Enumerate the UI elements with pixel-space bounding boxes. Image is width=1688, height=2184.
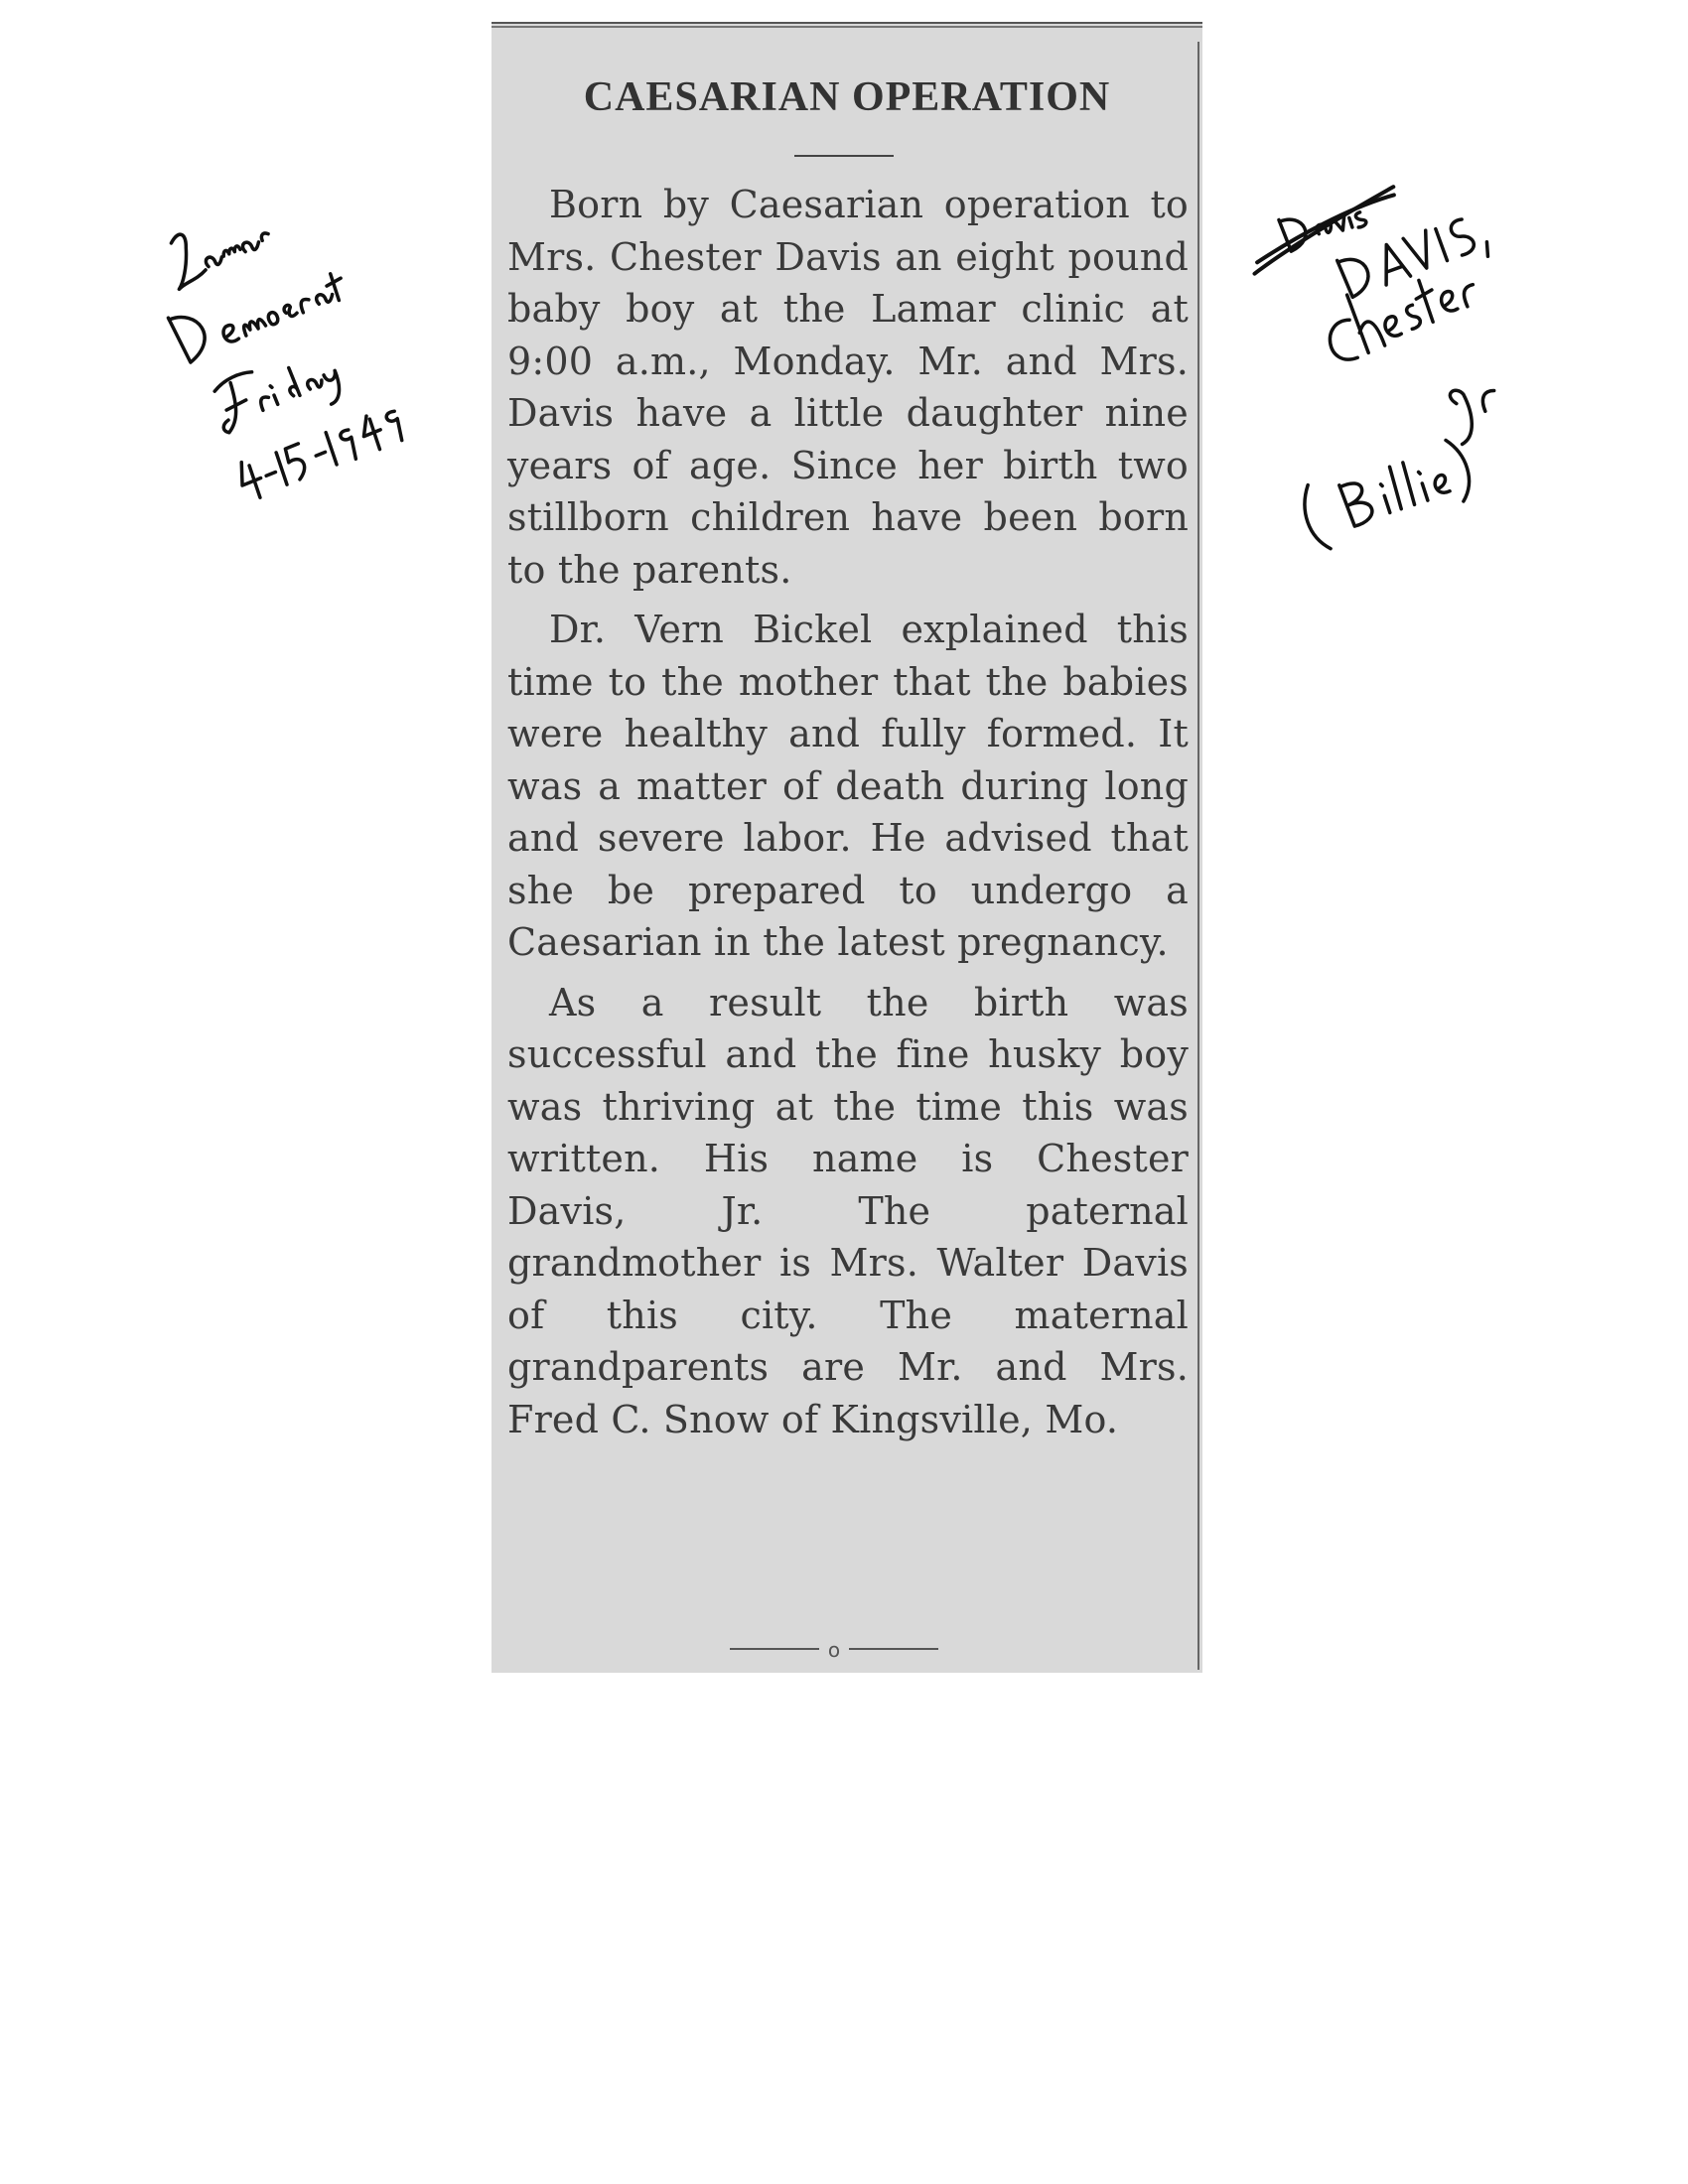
newspaper-clipping <box>492 22 1202 1673</box>
end-mark: o <box>730 1638 938 1658</box>
clipping-top-rule <box>492 22 1202 28</box>
article-paragraph: Born by Caesarian operation to Mrs. Chester Davis an eight pound baby boy at the Lamar clinic at 9:00 a.m., Monday. Mr. and Mrs. Davis have a little daughter nine years of age. Since her birth two stillborn children have been born to the parents. <box>507 183 1189 592</box>
handwritten-note-right <box>1246 199 1604 536</box>
article-paragraph: Dr. Vern Bickel explained this time to the mother that the babies were healthy and fully formed. It was a matter of death during long and severe labor. He advised that she be prepared to undergo a Caesarian in the latest pregnancy. <box>507 608 1189 964</box>
handwritten-note-left <box>169 223 467 531</box>
headline: CAESARIAN OPERATION <box>583 74 1111 120</box>
article-paragraph: As a result the birth was successful and the fine husky boy was thriving at the time this was written. His name is Chester Davis, Jr. The paternal grandmother is Mrs. Walter Davis of this city. The maternal grandparents are Mr. and Mrs. Fred C. Snow of Kingsville, Mo. <box>507 980 1189 1441</box>
article-body <box>507 179 1189 1453</box>
clipping-column-rule <box>1197 42 1199 1670</box>
headline-rule <box>794 155 894 157</box>
